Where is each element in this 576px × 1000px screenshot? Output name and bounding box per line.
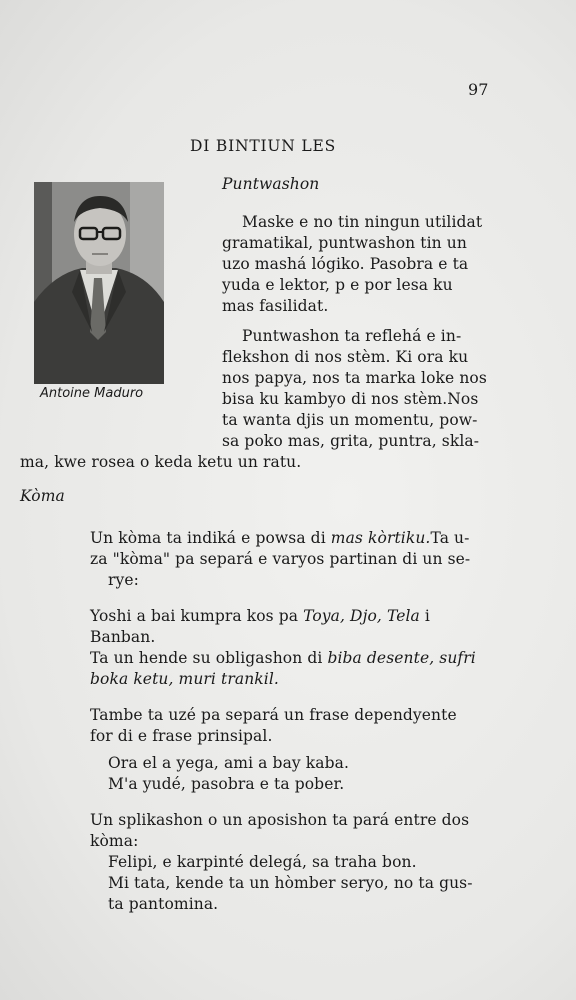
example-line: Mi tata, kende ta un hòmber seryo, no ta gus- <box>108 874 473 892</box>
paragraph-line: ta wanta djis un momentu, pow- <box>222 411 478 429</box>
portrait-illustration <box>34 182 164 384</box>
example-line: M'a yudé, pasobra e ta pober. <box>108 775 345 793</box>
intro-line: uzo mashá lógiko. Pasobra e ta <box>222 255 469 273</box>
paragraph-line: bisa ku kambyo di nos stèm.Nos <box>222 390 479 408</box>
subtitle: Puntwashon <box>222 175 320 193</box>
example-line: Ta un hende su obligashon di biba desente, sufri <box>90 649 476 667</box>
example-line: Ora el a yega, ami a bay kaba. <box>108 754 350 772</box>
author-photo <box>34 182 164 384</box>
intro-line: Maske e no tin ningun utilidat <box>242 213 483 231</box>
apposition-line: Un splikashon o un aposishon ta pará entre dos <box>90 811 470 829</box>
page-number: 97 <box>468 80 489 99</box>
example-line: Felipi, e karpinté delegá, sa traha bon. <box>108 853 417 871</box>
paragraph-line: sa poko mas, grita, puntra, skla- <box>222 432 480 450</box>
page-title: DI BINTIUN LES <box>190 137 336 155</box>
dependent-line: Tambe ta uzé pa separá un frase dependyente <box>90 706 457 724</box>
dependent-line: for di e frase prinsipal. <box>90 727 273 745</box>
koma-intro-line: Un kòma ta indiká e powsa di mas kòrtiku.Ta u- <box>90 529 470 547</box>
paragraph-line: Puntwashon ta reflehá e in- <box>242 327 462 345</box>
photo-caption: Antoine Maduro <box>40 386 144 401</box>
example-line: boka ketu, muri trankil. <box>90 670 279 688</box>
paragraph-line: flekshon di nos stèm. Ki ora ku <box>222 348 469 366</box>
intro-line: mas fasilidat. <box>222 297 329 315</box>
koma-intro-line: rye: <box>108 571 139 589</box>
apposition-line: kòma: <box>90 832 139 850</box>
paragraph-line: nos papya, nos ta marka loke nos <box>222 369 487 387</box>
koma-intro-line: za "kòma" pa separá e varyos partinan di un se- <box>90 550 471 568</box>
intro-line: gramatikal, puntwashon tin un <box>222 234 467 252</box>
example-line: ta pantomina. <box>108 895 219 913</box>
paragraph-line: ma, kwe rosea o keda ketu un ratu. <box>20 453 302 471</box>
example-line: Yoshi a bai kumpra kos pa Toya, Djo, Tela i <box>90 607 430 625</box>
intro-line: yuda e lektor, p e por lesa ku <box>222 276 453 294</box>
section-heading: Kòma <box>20 487 65 505</box>
example-line: Banban. <box>90 628 156 646</box>
